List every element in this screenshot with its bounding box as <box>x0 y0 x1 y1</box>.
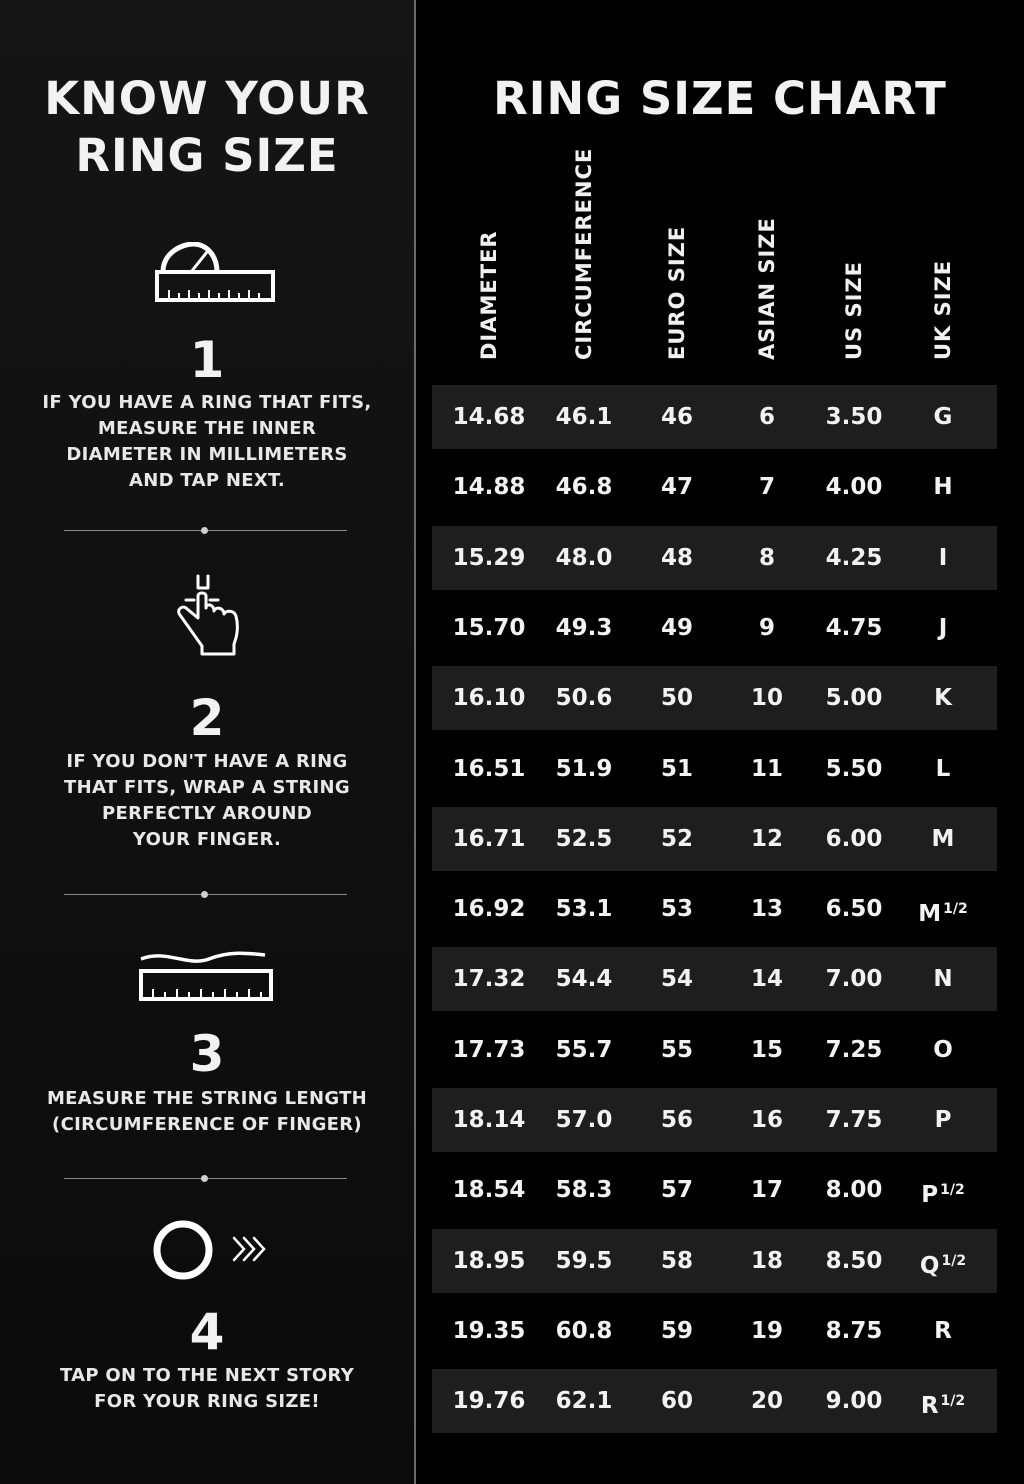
table-cell <box>898 1088 988 1152</box>
table-cell <box>809 596 899 660</box>
cell-value: 50 <box>660 685 693 711</box>
step-3-number: 3 <box>189 1025 225 1083</box>
table-cell <box>539 947 629 1011</box>
table-cell <box>632 1158 722 1222</box>
cell-value: 18.95 <box>452 1248 526 1274</box>
table-cell <box>632 666 722 730</box>
table-cell <box>722 947 812 1011</box>
table-cell <box>632 947 722 1011</box>
table-cell <box>632 455 722 519</box>
chart-title: RING SIZE CHART <box>493 72 947 125</box>
table-cell <box>444 807 534 871</box>
col-header-euro-size <box>657 150 697 360</box>
string-ruler-icon <box>137 945 275 1003</box>
table-row <box>432 1088 997 1152</box>
col-header-uk-size <box>923 150 963 360</box>
step-4-text <box>30 1363 384 1415</box>
table-cell <box>722 877 812 941</box>
separator-dot <box>201 1175 208 1182</box>
cell-value: 15.70 <box>452 615 526 641</box>
table-cell <box>898 1369 988 1433</box>
col-header-us-size <box>834 150 874 360</box>
step-3-line-1: MEASURE THE STRING LENGTH <box>46 1088 368 1109</box>
col-header-label: UK SIZE <box>931 259 955 360</box>
table-cell <box>898 666 988 730</box>
step-2-line-3: PERFECTLY AROUND <box>102 803 312 824</box>
page-title <box>0 70 414 184</box>
cell-value: 6.00 <box>825 826 883 852</box>
cell-value: 17.73 <box>452 1037 526 1063</box>
cell-value: R <box>920 1393 939 1419</box>
cell-value: 54 <box>660 966 693 992</box>
table-cell <box>632 1229 722 1293</box>
cell-value: 5.00 <box>825 685 883 711</box>
cell-value: R <box>934 1318 952 1344</box>
table-cell <box>444 1088 534 1152</box>
col-header-label: US SIZE <box>842 261 866 360</box>
table-cell <box>539 877 629 941</box>
table-row <box>432 1229 997 1293</box>
table-cell <box>632 526 722 590</box>
cell-value: O <box>933 1037 953 1063</box>
cell-value: 51.9 <box>555 756 613 782</box>
step-1-line-3: DIAMETER IN MILLIMETERS <box>66 444 348 465</box>
cell-value: 17.32 <box>452 966 526 992</box>
step-1-number: 1 <box>189 331 225 389</box>
ring-next-icon <box>150 1218 276 1282</box>
cell-value: 9.00 <box>825 1388 883 1414</box>
cell-value: G <box>933 404 953 430</box>
col-header-circumference <box>564 147 604 360</box>
table-cell <box>898 877 988 941</box>
table-cell <box>444 1369 534 1433</box>
table-cell <box>632 1088 722 1152</box>
cell-value: 7 <box>758 474 775 500</box>
step-3-text <box>30 1086 384 1138</box>
cell-value: 10 <box>750 685 783 711</box>
table-cell <box>722 1299 812 1363</box>
cell-value: 8.50 <box>825 1248 883 1274</box>
cell-value: 19 <box>750 1318 783 1344</box>
cell-value: 17 <box>750 1177 783 1203</box>
table-cell <box>444 526 534 590</box>
cell-value: 55.7 <box>555 1037 613 1063</box>
table-cell <box>898 947 988 1011</box>
table-row <box>432 1299 997 1363</box>
table-cell <box>809 877 899 941</box>
table-cell <box>632 1369 722 1433</box>
table-cell <box>809 385 899 449</box>
table-cell <box>444 385 534 449</box>
table-cell <box>444 1299 534 1363</box>
table-cell <box>809 1088 899 1152</box>
table-cell <box>898 385 988 449</box>
table-cell <box>444 877 534 941</box>
cell-value: 16 <box>750 1107 783 1133</box>
table-cell <box>539 526 629 590</box>
cell-value: 7.00 <box>825 966 883 992</box>
cell-value: 4.00 <box>825 474 883 500</box>
table-cell <box>632 737 722 801</box>
cell-value: 60.8 <box>555 1318 613 1344</box>
cell-value: 49.3 <box>555 615 613 641</box>
cell-value: 62.1 <box>555 1388 613 1414</box>
step-4-line-1: TAP ON TO THE NEXT STORY <box>59 1365 355 1386</box>
table-row <box>432 455 997 519</box>
cell-value: 58 <box>660 1248 693 1274</box>
tap-hand-icon <box>172 574 242 658</box>
table-row <box>432 526 997 590</box>
cell-value: L <box>935 756 951 782</box>
cell-value: 53.1 <box>555 896 613 922</box>
table-cell <box>809 1158 899 1222</box>
cell-value: 5.50 <box>825 756 883 782</box>
cell-value: 7.75 <box>825 1107 883 1133</box>
cell-value: 16.10 <box>452 685 526 711</box>
table-cell <box>539 737 629 801</box>
cell-value: 59.5 <box>555 1248 613 1274</box>
col-header-label: DIAMETER <box>477 230 501 360</box>
cell-value: N <box>933 966 953 992</box>
step-2-line-4: YOUR FINGER. <box>132 829 282 850</box>
cell-value: J <box>938 615 948 641</box>
cell-value: K <box>934 685 952 711</box>
cell-value: 11 <box>750 756 783 782</box>
table-row <box>432 1369 997 1433</box>
table-cell <box>898 596 988 660</box>
cell-value: 6 <box>758 404 775 430</box>
cell-value: P <box>934 1107 952 1133</box>
step-4-line-2: FOR YOUR RING SIZE! <box>94 1391 320 1412</box>
cell-value: 52.5 <box>555 826 613 852</box>
cell-value: 57 <box>660 1177 693 1203</box>
cell-value: 16.71 <box>452 826 526 852</box>
table-cell <box>809 526 899 590</box>
cell-value: 8.75 <box>825 1318 883 1344</box>
table-cell <box>632 1018 722 1082</box>
cell-value: Q <box>919 1253 940 1279</box>
table-row <box>432 947 997 1011</box>
table-cell <box>444 737 534 801</box>
step-1-text <box>30 390 384 494</box>
cell-value: 19.35 <box>452 1318 526 1344</box>
cell-value: 8 <box>758 545 775 571</box>
half-size-marker: 1/2 <box>940 1393 966 1409</box>
cell-value: 3.50 <box>825 404 883 430</box>
table-row <box>432 596 997 660</box>
step-1-line-1: IF YOU HAVE A RING THAT FITS, <box>42 392 372 413</box>
table-cell <box>722 1018 812 1082</box>
table-row <box>432 807 997 871</box>
cell-value: 49 <box>660 615 693 641</box>
table-cell <box>809 1369 899 1433</box>
half-size-marker: 1/2 <box>941 1253 967 1269</box>
cell-value: 14 <box>750 966 783 992</box>
title-line-2: RING SIZE <box>75 129 339 182</box>
step-2-text <box>30 749 384 853</box>
separator-1 <box>64 530 347 531</box>
step-2-line-2: THAT FITS, WRAP A STRING <box>64 777 350 798</box>
separator-dot <box>201 527 208 534</box>
cell-value: 18 <box>750 1248 783 1274</box>
title-line-1: KNOW YOUR <box>44 72 370 125</box>
table-cell <box>444 1158 534 1222</box>
half-size-marker: 1/2 <box>943 901 968 917</box>
table-cell <box>809 737 899 801</box>
separator-2 <box>64 894 347 895</box>
table-row <box>432 385 997 449</box>
table-cell <box>722 666 812 730</box>
cell-value: 15.29 <box>452 545 526 571</box>
table-cell <box>722 807 812 871</box>
table-cell <box>444 1229 534 1293</box>
cell-value: 54.4 <box>555 966 613 992</box>
table-row <box>432 737 997 801</box>
table-cell <box>722 1229 812 1293</box>
table-cell <box>809 1018 899 1082</box>
table-row <box>432 666 997 730</box>
cell-value: 48 <box>660 545 693 571</box>
cell-value: 14.68 <box>452 404 526 430</box>
table-cell <box>539 1088 629 1152</box>
step-1-line-2: MEASURE THE INNER <box>97 418 317 439</box>
table-cell <box>722 1088 812 1152</box>
table-cell <box>632 1299 722 1363</box>
cell-value: 20 <box>750 1388 783 1414</box>
table-cell <box>632 877 722 941</box>
cell-value: 15 <box>750 1037 783 1063</box>
cell-value: 9 <box>758 615 775 641</box>
cell-value: 18.54 <box>452 1177 526 1203</box>
cell-value: 55 <box>660 1037 693 1063</box>
cell-value: 8.00 <box>825 1177 883 1203</box>
step-3-line-2: (CIRCUMFERENCE OF FINGER) <box>52 1114 362 1135</box>
table-cell <box>898 1299 988 1363</box>
cell-value: 60 <box>660 1388 693 1414</box>
step-1-line-4: AND TAP NEXT. <box>129 470 285 491</box>
table-cell <box>809 1229 899 1293</box>
table-cell <box>722 526 812 590</box>
table-cell <box>444 666 534 730</box>
table-cell <box>898 1018 988 1082</box>
table-cell <box>898 1229 988 1293</box>
table-cell <box>539 1018 629 1082</box>
table-cell <box>632 807 722 871</box>
table-cell <box>539 1158 629 1222</box>
table-cell <box>539 455 629 519</box>
cell-value: 7.25 <box>825 1037 883 1063</box>
table-cell <box>722 737 812 801</box>
table-cell <box>722 455 812 519</box>
table-cell <box>898 1158 988 1222</box>
cell-value: 50.6 <box>555 685 613 711</box>
cell-value: 51 <box>660 756 693 782</box>
table-cell <box>444 947 534 1011</box>
cell-value: 18.14 <box>452 1107 526 1133</box>
table-cell <box>539 807 629 871</box>
table-cell <box>809 1299 899 1363</box>
cell-value: 59 <box>660 1318 693 1344</box>
table-row <box>432 1018 997 1082</box>
table-cell <box>722 596 812 660</box>
cell-value: 56 <box>660 1107 693 1133</box>
cell-value: 12 <box>750 826 783 852</box>
cell-value: I <box>938 545 948 571</box>
table-cell <box>722 1369 812 1433</box>
table-cell <box>898 455 988 519</box>
cell-value: 46 <box>660 404 693 430</box>
table-cell <box>809 455 899 519</box>
cell-value: 58.3 <box>555 1177 613 1203</box>
table-row <box>432 1158 997 1222</box>
cell-value: 16.51 <box>452 756 526 782</box>
table-cell <box>809 807 899 871</box>
cell-value: 47 <box>660 474 693 500</box>
table-row <box>432 877 997 941</box>
cell-value: 48.0 <box>555 545 613 571</box>
step-2-line-1: IF YOU DON'T HAVE A RING <box>66 751 348 772</box>
table-cell <box>444 596 534 660</box>
separator-3 <box>64 1178 347 1179</box>
ruler-diameter-icon <box>155 242 277 304</box>
cell-value: H <box>933 474 953 500</box>
col-header-label: ASIAN SIZE <box>755 217 779 360</box>
cell-value: 4.25 <box>825 545 883 571</box>
table-cell <box>444 1018 534 1082</box>
cell-value: 14.88 <box>452 474 526 500</box>
table-cell <box>539 596 629 660</box>
cell-value: M <box>931 826 955 852</box>
table-cell <box>539 385 629 449</box>
table-cell <box>444 455 534 519</box>
separator-dot <box>201 891 208 898</box>
table-cell <box>539 666 629 730</box>
table-cell <box>539 1229 629 1293</box>
step-2-number: 2 <box>189 689 225 747</box>
cell-value: 4.75 <box>825 615 883 641</box>
cell-value: 13 <box>750 896 783 922</box>
table-cell <box>722 385 812 449</box>
cell-value: 57.0 <box>555 1107 613 1133</box>
cell-value: 6.50 <box>825 896 883 922</box>
cell-value: 46.1 <box>555 404 613 430</box>
table-cell <box>632 385 722 449</box>
col-header-label: EURO SIZE <box>665 225 689 360</box>
table-cell <box>809 947 899 1011</box>
col-header-label: CIRCUMFERENCE <box>572 147 596 360</box>
table-cell <box>898 737 988 801</box>
col-header-asian-size <box>747 150 787 360</box>
cell-value: 16.92 <box>452 896 526 922</box>
cell-value: 52 <box>660 826 693 852</box>
table-cell <box>632 596 722 660</box>
step-4-number: 4 <box>189 1303 225 1361</box>
table-cell <box>898 526 988 590</box>
half-size-marker: 1/2 <box>940 1182 965 1198</box>
cell-value: M <box>918 901 942 927</box>
cell-value: 46.8 <box>555 474 613 500</box>
cell-value: P <box>921 1182 939 1208</box>
table-cell <box>809 666 899 730</box>
table-cell <box>539 1369 629 1433</box>
col-header-diameter <box>469 150 509 360</box>
cell-value: 53 <box>660 896 693 922</box>
cell-value: 19.76 <box>452 1388 526 1414</box>
table-cell <box>539 1299 629 1363</box>
table-cell <box>722 1158 812 1222</box>
table-cell <box>898 807 988 871</box>
